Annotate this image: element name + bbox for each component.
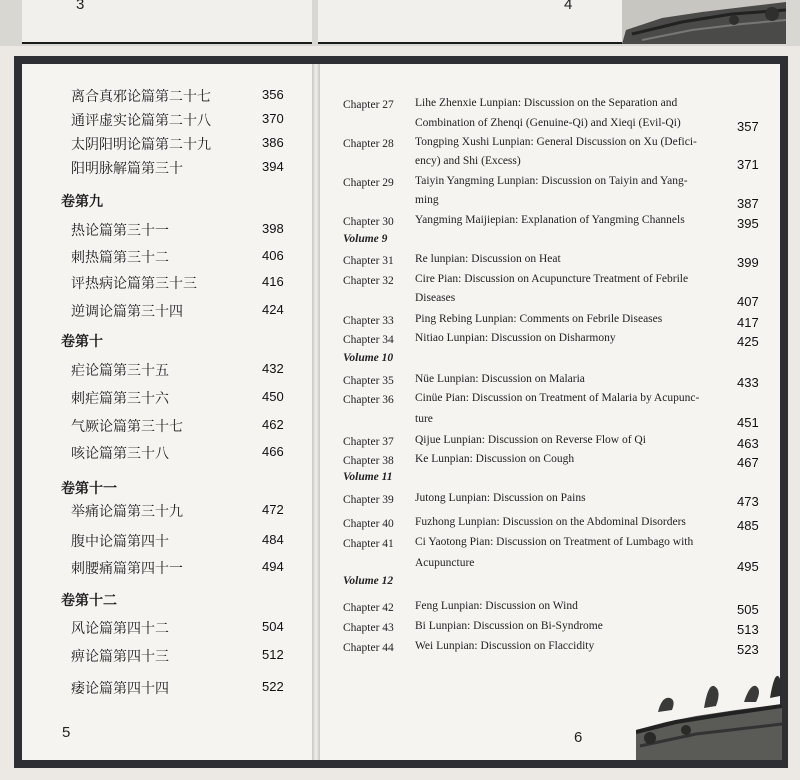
chapter-page: 513 <box>737 622 759 637</box>
chapter-label: Chapter 34 <box>343 334 394 346</box>
chapter-title: Acupuncture <box>415 557 475 569</box>
chapter-label: Chapter 32 <box>343 275 394 287</box>
chapter-page: 473 <box>737 494 759 509</box>
toc-entry-title: 逆调论篇第三十四 <box>71 304 183 320</box>
volume-heading: 卷第十二 <box>61 593 117 609</box>
toc-entry-title: 太阴阳明论篇第二十九 <box>71 137 211 153</box>
volume-heading: 卷第十一 <box>61 481 117 497</box>
chapter-page: 357 <box>737 119 759 134</box>
right-page-number: 6 <box>574 729 583 746</box>
toc-entry-page: 472 <box>262 502 284 517</box>
toc-entry-title: 刺热篇第三十二 <box>71 250 169 266</box>
toc-entry-title: 刺腰痛篇第四十一 <box>71 561 183 577</box>
chapter-title: Nitiao Lunpian: Discussion on Disharmony <box>415 332 616 344</box>
chapter-title: Ke Lunpian: Discussion on Cough <box>415 453 575 465</box>
chapter-page: 485 <box>737 518 759 533</box>
chapter-page: 433 <box>737 375 759 390</box>
chapter-title: Cire Pian: Discussion on Acupuncture Treatment of Febrile <box>415 273 689 285</box>
toc-entry-page: 356 <box>262 87 284 102</box>
chapter-label: Chapter 31 <box>343 255 394 267</box>
chapter-label: Chapter 42 <box>343 602 394 614</box>
chapter-page: 505 <box>737 602 759 617</box>
chapter-page: 495 <box>737 559 759 574</box>
toc-entry-title: 刺疟篇第三十六 <box>71 391 169 407</box>
toc-entry-page: 494 <box>262 559 284 574</box>
volume-heading: Volume 12 <box>343 575 394 587</box>
chapter-label: Chapter 37 <box>343 436 394 448</box>
chapter-title: Nüe Lunpian: Discussion on Malaria <box>415 373 585 385</box>
chapter-page: 425 <box>737 334 759 349</box>
volume-heading: Volume 9 <box>343 233 388 245</box>
left-page-number: 5 <box>62 724 71 741</box>
chapter-page: 451 <box>737 415 759 430</box>
volume-heading: 卷第十 <box>61 334 103 350</box>
toc-entry-page: 424 <box>262 302 284 317</box>
toc-entry-page: 512 <box>262 647 284 662</box>
chapter-title: Combination of Zhenqi (Genuine-Qi) and Xieqi (Evil-Qi) <box>415 117 681 129</box>
chapter-label: Chapter 38 <box>343 455 394 467</box>
toc-entry-title: 气厥论篇第三十七 <box>71 419 183 435</box>
toc-entry-page: 484 <box>262 532 284 547</box>
toc-entry-page: 504 <box>262 619 284 634</box>
chapter-label: Chapter 35 <box>343 375 394 387</box>
chapter-label: Chapter 43 <box>343 622 394 634</box>
toc-entry-page: 398 <box>262 221 284 236</box>
chapter-label: Chapter 29 <box>343 177 394 189</box>
chapter-page: 399 <box>737 255 759 270</box>
toc-entry-title: 痹论篇第四十三 <box>71 649 169 665</box>
chapter-title: Taiyin Yangming Lunpian: Discussion on Taiyin and Yang- <box>415 175 688 187</box>
previous-left-page-number: 3 <box>76 0 85 13</box>
toc-entry-title: 阳明脉解篇第三十 <box>71 161 183 177</box>
chapter-title: Feng Lunpian: Discussion on Wind <box>415 600 578 612</box>
chapter-title: Bi Lunpian: Discussion on Bi-Syndrome <box>415 620 603 632</box>
chapter-page: 387 <box>737 196 759 211</box>
chapter-title: Re lunpian: Discussion on Heat <box>415 253 561 265</box>
toc-entry-page: 406 <box>262 248 284 263</box>
chapter-label: Chapter 44 <box>343 642 394 654</box>
volume-heading: Volume 10 <box>343 352 394 364</box>
chapter-label: Chapter 28 <box>343 138 394 150</box>
chapter-title: ture <box>415 413 433 425</box>
chapter-label: Chapter 39 <box>343 494 394 506</box>
chapter-title: Tongping Xushi Lunpian: General Discussion on Xu (Defici- <box>415 136 697 148</box>
chapter-label: Chapter 33 <box>343 315 394 327</box>
toc-entry-page: 466 <box>262 444 284 459</box>
chapter-page: 417 <box>737 315 759 330</box>
chapter-page: 463 <box>737 436 759 451</box>
chapter-page: 467 <box>737 455 759 470</box>
toc-entry-title: 疟论篇第三十五 <box>71 363 169 379</box>
toc-entry-page: 432 <box>262 361 284 376</box>
toc-entry-page: 394 <box>262 159 284 174</box>
chapter-title: Wei Lunpian: Discussion on Flaccidity <box>415 640 595 652</box>
chapter-page: 523 <box>737 642 759 657</box>
book-gutter <box>312 64 320 760</box>
toc-entry-page: 522 <box>262 679 284 694</box>
chapter-title: Ci Yaotong Pian: Discussion on Treatment of Lumbago with <box>415 536 694 548</box>
volume-heading: Volume 11 <box>343 471 393 483</box>
chapter-label: Chapter 36 <box>343 394 394 406</box>
chapter-title: Yangming Maijiepian: Explanation of Yangming Channels <box>415 214 685 226</box>
toc-entry-title: 评热病论篇第三十三 <box>71 276 197 292</box>
chapter-label: Chapter 40 <box>343 518 394 530</box>
previous-right-page-number: 4 <box>564 0 573 13</box>
toc-entry-title: 热论篇第三十一 <box>71 223 169 239</box>
toc-entry-page: 416 <box>262 274 284 289</box>
chapter-title: Diseases <box>415 292 456 304</box>
toc-entry-page: 386 <box>262 135 284 150</box>
chapter-title: Ping Rebing Lunpian: Comments on Febrile Diseases <box>415 313 663 325</box>
chapter-label: Chapter 41 <box>343 538 394 550</box>
toc-entry-page: 450 <box>262 389 284 404</box>
chapter-title: ency) and Shi (Excess) <box>415 155 521 167</box>
volume-heading: 卷第九 <box>61 194 103 210</box>
temple-roof-photo-bottom <box>636 650 782 760</box>
chapter-label: Chapter 30 <box>343 216 394 228</box>
chapter-page: 395 <box>737 216 759 231</box>
chapter-label: Chapter 27 <box>343 99 394 111</box>
chapter-title: Lihe Zhenxie Lunpian: Discussion on the Separation and <box>415 97 678 109</box>
chapter-page: 407 <box>737 294 759 309</box>
toc-entry-title: 风论篇第四十二 <box>71 621 169 637</box>
chapter-title: Qijue Lunpian: Discussion on Reverse Flow of Qi <box>415 434 646 446</box>
chapter-title: Fuzhong Lunpian: Discussion on the Abdominal Disorders <box>415 516 686 528</box>
temple-roof-photo-top <box>622 0 786 44</box>
toc-entry-title: 咳论篇第三十八 <box>71 446 169 462</box>
previous-left-page <box>22 0 312 44</box>
toc-entry-page: 370 <box>262 111 284 126</box>
toc-entry-title: 痿论篇第四十四 <box>71 681 169 697</box>
toc-entry-page: 462 <box>262 417 284 432</box>
toc-entry-title: 腹中论篇第四十 <box>71 534 169 550</box>
chapter-page: 371 <box>737 157 759 172</box>
toc-entry-title: 举痛论篇第三十九 <box>71 504 183 520</box>
toc-entry-title: 离合真邪论篇第二十七 <box>71 89 211 105</box>
toc-entry-title: 通评虚实论篇第二十八 <box>71 113 211 129</box>
chapter-title: Jutong Lunpian: Discussion on Pains <box>415 492 586 504</box>
chapter-title: Cinüe Pian: Discussion on Treatment of Malaria by Acupunc- <box>415 392 700 404</box>
chapter-title: ming <box>415 194 439 206</box>
